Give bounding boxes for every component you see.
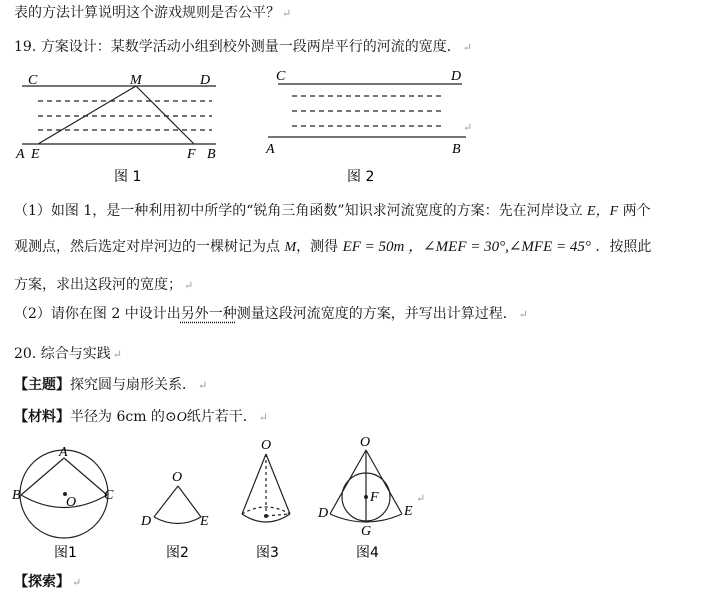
label-e: E [200,514,209,529]
return-mark: ↵ [72,576,82,589]
q20-explore [14,573,81,592]
fig4-caption: 图4 [356,545,379,561]
line-top-text: 表的方法计算说明这个游戏规则是否公平？ [14,5,280,21]
q19-number: 19. [14,39,37,55]
part1-vars-ef: E，F [587,204,619,219]
fig2-caption: 图 2 [347,169,375,185]
fig3-caption: 图3 [256,545,279,561]
return-mark: ↵ [462,41,472,54]
part2-text-b: 测量这段河流宽度的方案，并写出计算过程． [236,306,517,322]
label-o: O [66,495,77,510]
label-g: G [361,524,372,539]
part2-text-a: （2）请你在图 2 中设计出 [14,306,181,322]
q20-fig3 [242,454,290,522]
chord-ba [21,458,64,495]
label-d: D [200,73,211,88]
label-c: C [276,69,286,84]
label-b: B [12,488,21,503]
radius-od [154,486,178,517]
label-o: O [172,470,183,485]
material-text-a: 半径为 6cm 的 [70,409,165,425]
return-mark: ↵ [282,7,292,20]
part2-emphasis: 另外一种 [180,306,237,322]
cone-slant-right [266,454,290,514]
fig1-caption: 图1 [54,545,77,561]
label-d: D [141,514,152,529]
return-mark: ↵ [518,308,528,321]
circle-o-symbol: ⊙O [164,410,187,425]
part1-text-a: （1）如图 1，是一种利用初中所学的“锐角三角函数”知识求河流宽度的方案：先在河岸设立 [14,203,583,219]
return-mark: ↵ [198,379,208,392]
return-mark: ↵ [184,279,194,292]
q20-number: 20. [14,346,37,362]
chord-ac [64,458,107,495]
part1-text-d: ．按照此 [595,239,652,255]
part1-text-b: 观测点，然后选定对岸河边的一棵树记为点 [14,239,280,255]
label-e: E [31,147,40,162]
label-o: O [261,438,272,453]
label-d: D [451,69,462,84]
part1-text-e: 方案，求出这段河的宽度； [14,277,182,293]
part1-text-end: 两个 [622,203,651,219]
q19-title-text: 方案设计：某数学活动小组到校外测量一段两岸平行的河流的宽度． [40,39,461,55]
label-o: O [360,435,371,450]
base-center-dot [264,514,268,518]
part1-var-m: M [284,240,297,255]
q20-title-text: 综合与实践 [40,346,111,362]
label-b: B [207,147,216,162]
topic-text: 探究圆与扇形关系． [70,377,196,393]
label-m: M [130,73,142,88]
material-text-b: 纸片若干． [186,409,257,425]
arc-de [154,517,201,524]
fig1-caption: 图 1 [114,169,142,185]
return-mark: ↵ [112,348,122,361]
center-f-dot [364,495,368,499]
label-f: F [370,490,379,505]
label-e: E [404,504,413,519]
part1-text-c: ，测得 [296,239,339,255]
return-mark: ↵ [463,122,473,134]
material-label: 【材料】 [14,409,70,425]
label-c: C [28,73,38,88]
return-mark: ↵ [416,493,426,505]
part1-formula: EF = 50m ，∠MEF = 30°,∠MFE = 45° [342,239,591,255]
cone-slant-left [242,454,266,514]
q20-fig2 [154,486,201,524]
label-a: A [266,142,275,157]
return-mark: ↵ [258,411,268,424]
label-a: A [16,147,25,162]
q20-fig4 [330,450,402,522]
label-c: C [104,488,114,503]
explore-label: 【探索】 [14,574,70,590]
fig2-caption: 图2 [166,545,189,561]
label-b: B [452,142,461,157]
radius-oe [178,486,201,517]
topic-label: 【主题】 [14,377,70,393]
label-f: F [187,147,196,162]
arc-bc [21,495,107,508]
label-a: A [59,445,68,460]
label-d: D [318,506,329,521]
